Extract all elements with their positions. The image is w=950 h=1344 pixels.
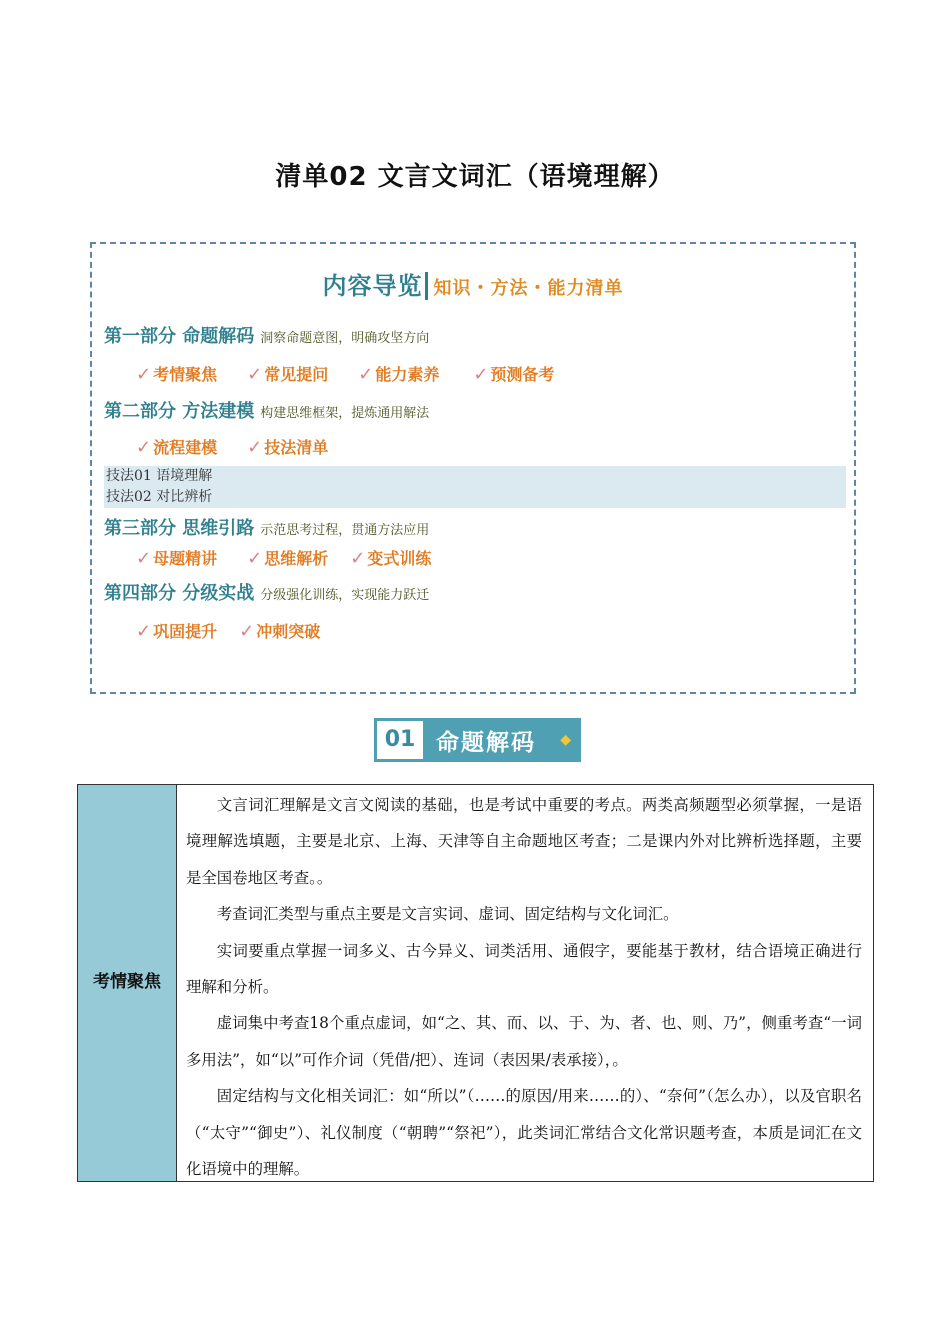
focus-paragraph: 虚词集中考查18个重点虚词，如“之、其、而、以、于、为、者、也、则、乃”，侧重考查“一词多用法”，如“以”可作介词（凭借/把）、连词（表因果/表承接），。 — [186, 1014, 862, 1069]
technique-item[interactable]: 技法02 对比辨析 — [106, 489, 213, 505]
item-chip[interactable]: ✓ 能力素养 — [358, 364, 440, 385]
technique-list — [104, 466, 846, 508]
check-icon: ✓ — [239, 621, 255, 642]
focus-paragraph: 实词要重点掌握一词多义、古今异义、词类活用、通假字，要能基于教材，结合语境正确进行理解和分析。 — [186, 941, 862, 997]
part-2-heading — [104, 397, 429, 423]
part-1-items — [136, 362, 584, 385]
part-4-heading — [104, 579, 429, 605]
part-4-items — [136, 619, 350, 642]
section-badge — [374, 718, 581, 762]
item-chip[interactable]: ✓ 预测备考 — [473, 364, 555, 385]
focus-content-cell — [186, 787, 862, 1187]
content-guide-box — [90, 242, 856, 694]
check-icon: ✓ — [136, 364, 152, 385]
item-chip[interactable]: ✓ 巩固提升 — [136, 621, 218, 642]
item-chip[interactable]: ✓ 冲刺突破 — [239, 621, 321, 642]
exam-focus-table — [77, 784, 874, 1182]
guide-divider — [425, 272, 428, 300]
focus-label: 考情聚焦 — [93, 972, 161, 992]
part-desc: 分级强化训练，实现能力跃迁 — [260, 588, 430, 603]
check-icon: ✓ — [247, 548, 263, 569]
item-chip[interactable]: ✓ 思维解析 — [247, 548, 329, 569]
part-3-heading — [104, 514, 429, 540]
item-chip[interactable]: ✓ 技法清单 — [247, 437, 329, 458]
check-icon: ✓ — [136, 621, 152, 642]
part-title: 第二部分 方法建模 — [104, 401, 255, 422]
section-label: 命题解码 — [436, 730, 536, 756]
item-chip[interactable]: ✓ 常见提问 — [247, 364, 329, 385]
part-1-heading — [104, 322, 429, 348]
focus-paragraph: 文言词汇理解是文言文阅读的基础，也是考试中重要的考点。两类高频题型必须掌握，一是语境理解选填题，主要是北京、上海、天津等自主命题地区考查；二是课内外对比辨析选择题，主要是全国卷地区考查。。 — [186, 796, 862, 887]
part-2-items — [136, 435, 358, 458]
page-title: 清单02 文言文词汇（语境理解） — [275, 162, 675, 192]
item-chip[interactable]: ✓ 母题精讲 — [136, 548, 218, 569]
guide-subtitle: 知识・方法・能力清单 — [433, 278, 624, 299]
part-3-items — [136, 546, 461, 569]
check-icon: ✓ — [136, 437, 152, 458]
part-title: 第三部分 思维引路 — [104, 518, 255, 539]
diamond-icon: ◆ — [560, 732, 571, 748]
part-desc: 构建思维框架，提炼通用解法 — [260, 406, 430, 421]
focus-paragraph: 固定结构与文化相关词汇：如“所以”（……的原因/用来……的）、“奈何”（怎么办），以及官职名（“太守”“御史”）、礼仪制度（“朝聘”“祭祀”），此类词汇常结合文化常识题考查，本质是词汇在文化语境中的理解。 — [186, 1087, 862, 1179]
guide-title: 内容导览 — [322, 272, 423, 300]
guide-header — [92, 266, 854, 301]
check-icon: ✓ — [473, 364, 489, 385]
check-icon: ✓ — [350, 548, 366, 569]
section-number: 01 — [377, 721, 423, 759]
focus-header-cell — [78, 785, 177, 1181]
part-title: 第一部分 命题解码 — [104, 326, 255, 347]
part-desc: 示范思考过程，贯通方法应用 — [260, 523, 430, 538]
technique-item[interactable]: 技法01 语境理解 — [106, 468, 213, 484]
item-chip[interactable]: ✓ 变式训练 — [350, 548, 432, 569]
focus-paragraph: 考查词汇类型与重点主要是文言实词、虚词、固定结构与文化词汇。 — [216, 905, 679, 924]
check-icon: ✓ — [247, 364, 263, 385]
check-icon: ✓ — [136, 548, 152, 569]
part-title: 第四部分 分级实战 — [104, 583, 255, 604]
item-chip[interactable]: ✓ 流程建模 — [136, 437, 218, 458]
part-desc: 洞察命题意图，明确攻坚方向 — [260, 331, 430, 346]
check-icon: ✓ — [247, 437, 263, 458]
item-chip[interactable]: ✓ 考情聚焦 — [136, 364, 218, 385]
check-icon: ✓ — [358, 364, 374, 385]
